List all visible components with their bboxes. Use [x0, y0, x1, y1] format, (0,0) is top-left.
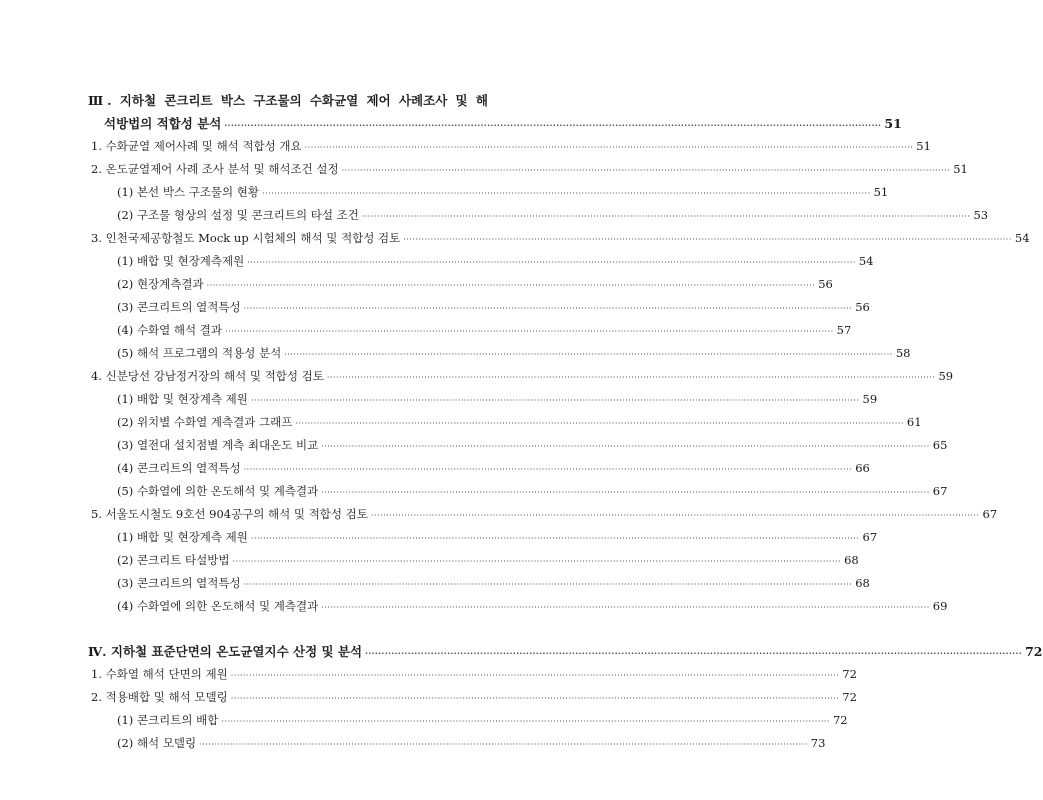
page-number: 59	[938, 369, 954, 383]
toc-subentry[interactable]	[117, 342, 911, 365]
entry-label: (1) 콘크리트의 배합	[117, 713, 219, 727]
page-number: 69	[932, 599, 948, 613]
dot-leader: ········································································································································································································	[250, 396, 860, 405]
page-number: 51	[873, 185, 889, 199]
dot-leader: ········································································································································································································	[326, 373, 936, 382]
page-number: 67	[862, 530, 878, 544]
dot-leader: ········································································································································································································	[224, 120, 882, 130]
entry-label: (5) 수화열에 의한 온도해석 및 계측결과	[117, 484, 319, 498]
entry-label: (3) 콘크리트의 열적특성	[117, 300, 241, 314]
entry-label: 3. 인천국제공항철도 Mock up 시험체의 해석 및 적합성 검토	[91, 231, 401, 245]
page-number: 66	[855, 461, 870, 475]
page-number: 57	[836, 323, 852, 337]
toc-subentry[interactable]	[117, 296, 870, 319]
page-number: 61	[906, 415, 922, 429]
dot-leader: ········································································································································································································	[321, 603, 930, 612]
dot-leader: ········································································································································································································	[284, 350, 893, 359]
toc-subentry[interactable]	[117, 181, 889, 204]
page-number: 72	[832, 713, 848, 727]
dot-leader: ········································································································································································································	[262, 189, 871, 198]
toc-subentry[interactable]	[117, 732, 826, 755]
page-number: 72	[1025, 644, 1043, 659]
page-number: 51	[916, 139, 931, 153]
dot-leader: ········································································································································································································	[370, 511, 980, 520]
section-title-line1: Ⅲ. 지하철 콘크리트 박스 구조물의 수화균열 제어 사례조사 및 해	[88, 93, 488, 108]
toc-entry[interactable]	[91, 365, 954, 388]
entry-label: (1) 배합 및 현장계측 제원	[117, 530, 248, 544]
entry-label: (2) 위치별 수화열 계측결과 그래프	[117, 415, 293, 429]
toc-entry[interactable]	[91, 686, 857, 709]
toc-subentry[interactable]	[117, 411, 922, 434]
page-number: 72	[842, 667, 857, 681]
page-number: 51	[953, 162, 968, 176]
toc-entry[interactable]	[91, 663, 857, 686]
entry-label: 1. 수화균열 제어사례 및 해석 적합성 개요	[91, 139, 302, 153]
toc-subentry[interactable]	[117, 480, 948, 503]
page-number: 65	[932, 438, 948, 452]
toc-subentry[interactable]	[117, 388, 878, 411]
entry-label: (4) 수화열 해석 결과	[117, 323, 223, 337]
page-number: 68	[855, 576, 870, 590]
entry-label: (1) 배합 및 현장계측제원	[117, 254, 245, 268]
entry-label: 2. 온도균열제어 사례 조사 분석 및 해석조건 설정	[91, 162, 339, 176]
entry-label: (3) 열전대 설치점별 계측 최대온도 비교	[117, 438, 319, 452]
dot-leader: ········································································································································································································	[403, 235, 1012, 244]
toc-subentry[interactable]	[117, 457, 870, 480]
page-number: 72	[842, 690, 857, 704]
page-number: 56	[818, 277, 833, 291]
dot-leader: ········································································································································································································	[321, 488, 930, 497]
entry-label: (2) 현장계측결과	[117, 277, 204, 291]
dot-leader: ········································································································································································································	[221, 717, 830, 726]
dot-leader: ········································································································································································································	[341, 166, 951, 175]
entry-label: (2) 콘크리트 타설방법	[117, 553, 230, 567]
toc-subentry[interactable]	[117, 709, 848, 732]
dot-leader: ········································································································································································································	[365, 648, 1023, 658]
toc-subentry[interactable]	[117, 549, 859, 572]
page-number: 67	[932, 484, 948, 498]
entry-label: (2) 해석 모델링	[117, 736, 197, 750]
dot-leader: ········································································································································································································	[361, 212, 971, 221]
page-number: 54	[1014, 231, 1030, 245]
page-number: 59	[862, 392, 878, 406]
entry-label: (5) 해석 프로그램의 적용성 분석	[117, 346, 282, 360]
entry-label: 2. 적용배합 및 해석 모델링	[91, 690, 228, 704]
page-number: 67	[982, 507, 998, 521]
toc-subentry[interactable]	[117, 273, 833, 296]
entry-label: (3) 콘크리트의 열적특성	[117, 576, 241, 590]
entry-label: (2) 구조물 형상의 설정 및 콘크리트의 타설 조건	[117, 208, 359, 222]
section-title: Ⅳ. 지하철 표준단면의 온도균열지수 산정 및 분석	[88, 644, 363, 659]
dot-leader: ········································································································································································································	[243, 304, 853, 313]
toc-subentry[interactable]	[117, 526, 878, 549]
page-number: 54	[858, 254, 874, 268]
page-number: 58	[895, 346, 911, 360]
dot-leader: ········································································································································································································	[247, 258, 856, 267]
toc-subentry[interactable]	[117, 434, 948, 457]
page-number: 68	[844, 553, 859, 567]
dot-leader: ········································································································································································································	[230, 694, 840, 703]
dot-leader: ········································································································································································································	[199, 740, 808, 749]
toc-entry[interactable]	[91, 227, 1030, 250]
toc-entry[interactable]	[91, 158, 968, 181]
toc-entry[interactable]	[91, 135, 931, 158]
entry-label: (1) 배합 및 현장계측 제원	[117, 392, 248, 406]
page-number: 73	[810, 736, 826, 750]
page-number: 53	[973, 208, 989, 222]
toc-subentry[interactable]	[117, 250, 874, 273]
entry-label: 1. 수화열 해석 단면의 제원	[91, 667, 228, 681]
dot-leader: ········································································································································································································	[250, 534, 860, 543]
dot-leader: ········································································································································································································	[225, 327, 834, 336]
dot-leader: ········································································································································································································	[243, 580, 853, 589]
toc-subentry[interactable]	[117, 595, 948, 618]
section-title-row[interactable]	[88, 640, 1043, 663]
page-number: 51	[884, 116, 902, 131]
entry-label: (4) 수화열에 의한 온도해석 및 계측결과	[117, 599, 319, 613]
entry-label: (1) 본선 박스 구조물의 현황	[117, 185, 260, 199]
toc-entry[interactable]	[91, 503, 998, 526]
dot-leader: ········································································································································································································	[232, 557, 842, 566]
dot-leader: ········································································································································································································	[230, 671, 840, 680]
dot-leader: ········································································································································································································	[304, 143, 914, 152]
dot-leader: ········································································································································································································	[206, 281, 816, 290]
section-title-line2-row[interactable]	[104, 112, 902, 135]
toc-subentry[interactable]	[117, 204, 989, 227]
section-title-line2: 석방법의 적합성 분석	[104, 116, 222, 131]
dot-leader: ········································································································································································································	[243, 465, 853, 474]
entry-label: (4) 콘크리트의 열적특성	[117, 461, 241, 475]
entry-label: 4. 신분당선 강남정거장의 해석 및 적합성 검토	[91, 369, 324, 383]
entry-label: 5. 서울도시철도 9호선 904공구의 해석 및 적합성 검토	[91, 507, 368, 521]
toc-subentry[interactable]	[117, 572, 870, 595]
dot-leader: ········································································································································································································	[321, 442, 930, 451]
dot-leader: ········································································································································································································	[295, 419, 904, 428]
toc-subentry[interactable]	[117, 319, 852, 342]
page-number: 56	[855, 300, 870, 314]
